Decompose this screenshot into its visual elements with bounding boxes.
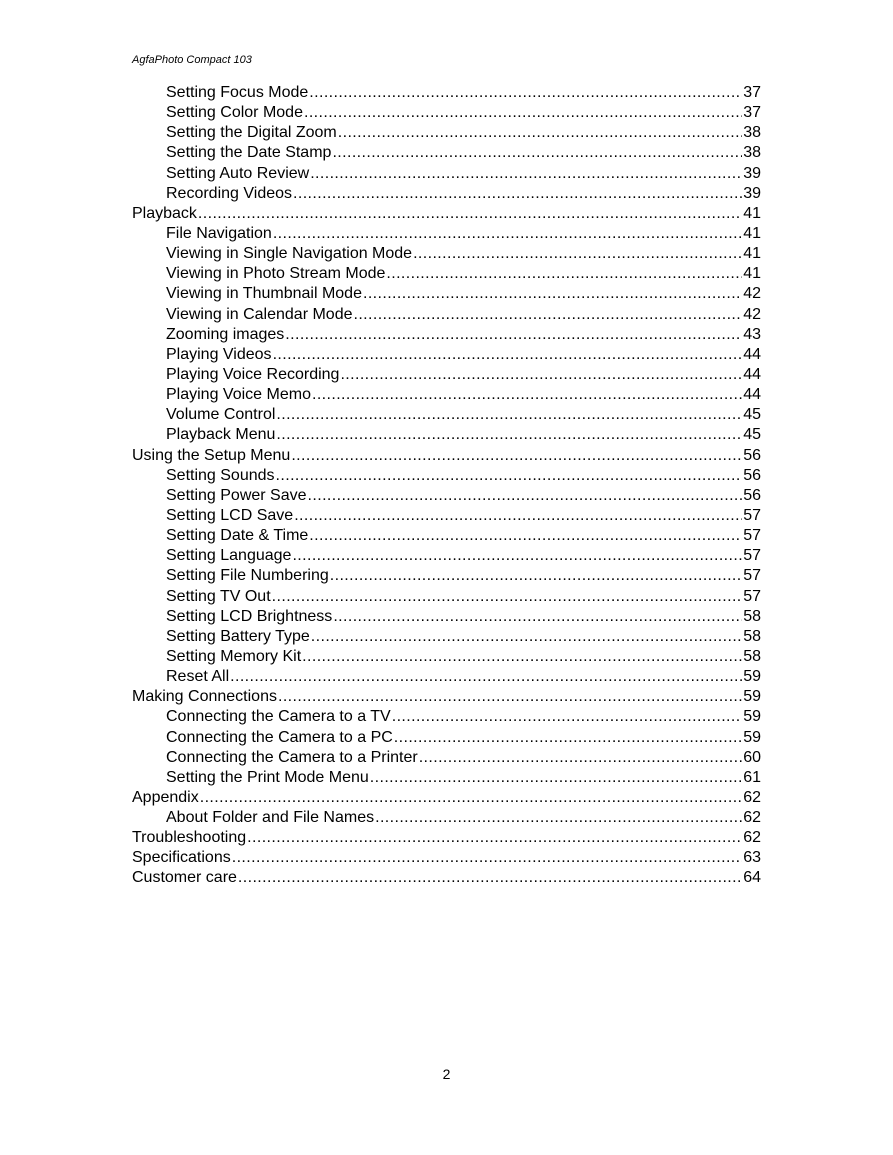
toc-entry-title: Setting Date & Time — [166, 527, 309, 545]
toc-entry[interactable] — [132, 264, 761, 284]
toc-entry-title: Connecting the Camera to a Printer — [166, 748, 418, 766]
toc-entry-page: 41 — [743, 265, 761, 283]
toc-entry-title: Customer care — [132, 869, 237, 887]
toc-entry-title: Using the Setup Menu — [132, 446, 291, 464]
toc-entry-page: 41 — [743, 245, 761, 263]
toc-entry-page: 57 — [743, 506, 761, 524]
toc-entry-page: 56 — [743, 486, 761, 504]
toc-entry[interactable] — [132, 486, 761, 506]
toc-dot-leader — [302, 647, 742, 667]
toc-dot-leader — [247, 828, 742, 848]
toc-entry[interactable] — [132, 728, 761, 748]
toc-entry[interactable] — [132, 204, 761, 224]
toc-entry-page: 57 — [743, 547, 761, 565]
toc-entry[interactable] — [132, 587, 761, 607]
toc-entry-title: Zooming images — [166, 325, 285, 343]
toc-dot-leader — [353, 305, 742, 325]
toc-entry-page: 39 — [743, 184, 761, 202]
toc-dot-leader — [333, 607, 742, 627]
toc-entry-page: 58 — [743, 647, 761, 665]
toc-entry-title: Appendix — [132, 788, 199, 806]
toc-entry[interactable] — [132, 707, 761, 727]
toc-entry[interactable] — [132, 405, 761, 425]
toc-entry-page: 41 — [743, 224, 761, 242]
toc-entry-title: Setting Battery Type — [166, 627, 310, 645]
toc-dot-leader — [285, 325, 742, 345]
toc-entry[interactable] — [132, 345, 761, 365]
toc-entry[interactable] — [132, 466, 761, 486]
toc-entry[interactable] — [132, 607, 761, 627]
toc-dot-leader — [276, 466, 743, 486]
toc-dot-leader — [293, 184, 742, 204]
toc-dot-leader — [392, 707, 742, 727]
toc-entry[interactable] — [132, 385, 761, 405]
toc-entry[interactable] — [132, 647, 761, 667]
toc-entry-page: 61 — [743, 768, 761, 786]
toc-dot-leader — [272, 587, 743, 607]
toc-entry-title: Setting TV Out — [166, 587, 271, 605]
toc-dot-leader — [340, 365, 742, 385]
toc-dot-leader — [304, 103, 742, 123]
toc-entry[interactable] — [132, 748, 761, 768]
toc-entry-title: Playing Videos — [166, 345, 272, 363]
toc-entry-title: Setting Focus Mode — [166, 84, 309, 101]
toc-dot-leader — [332, 143, 742, 163]
toc-entry[interactable] — [132, 566, 761, 586]
toc-entry-title: Setting Memory Kit — [166, 647, 302, 665]
toc-entry-page: 57 — [743, 567, 761, 585]
toc-entry-page: 45 — [743, 406, 761, 424]
toc-entry-title: Setting the Digital Zoom — [166, 124, 337, 142]
toc-entry-page: 64 — [743, 869, 761, 887]
toc-entry[interactable] — [132, 305, 761, 325]
toc-entry-page: 38 — [743, 144, 761, 162]
toc-dot-leader — [291, 446, 742, 466]
toc-entry-title: Setting Sounds — [166, 466, 275, 484]
toc-dot-leader — [309, 526, 742, 546]
toc-entry-page: 41 — [743, 204, 761, 222]
toc-entry-title: Specifications — [132, 849, 231, 867]
toc-entry[interactable] — [132, 667, 761, 687]
toc-entry[interactable] — [132, 506, 761, 526]
toc-entry-title: Playing Voice Recording — [166, 365, 340, 383]
toc-entry-page: 42 — [743, 305, 761, 323]
toc-dot-leader — [294, 506, 742, 526]
toc-entry-page: 60 — [743, 748, 761, 766]
toc-entry[interactable] — [132, 526, 761, 546]
toc-dot-leader — [310, 164, 742, 184]
toc-entry-title: Viewing in Single Navigation Mode — [166, 245, 413, 263]
toc-entry-title: Making Connections — [132, 688, 277, 706]
toc-entry-title: Recording Videos — [166, 184, 293, 202]
toc-entry[interactable] — [132, 143, 761, 163]
toc-entry-title: Volume Control — [166, 406, 276, 424]
toc-entry-page: 59 — [743, 708, 761, 726]
toc-dot-leader — [413, 244, 742, 264]
toc-entry[interactable] — [132, 365, 761, 385]
toc-entry-title: Setting LCD Save — [166, 506, 294, 524]
toc-entry[interactable] — [132, 284, 761, 304]
toc-dot-leader — [330, 566, 742, 586]
toc-dot-leader — [232, 848, 742, 868]
toc-dot-leader — [200, 788, 742, 808]
toc-entry-title: Setting Auto Review — [166, 164, 310, 182]
toc-entry-page: 57 — [743, 527, 761, 545]
toc-dot-leader — [386, 264, 742, 284]
toc-dot-leader — [309, 83, 742, 103]
toc-dot-leader — [308, 486, 743, 506]
toc-entry-title: Viewing in Calendar Mode — [166, 305, 353, 323]
toc-entry-title: Playing Voice Memo — [166, 386, 311, 404]
toc-entry-title: Setting Power Save — [166, 486, 307, 504]
toc-dot-leader — [292, 546, 742, 566]
toc-entry-title: Connecting the Camera to a PC — [166, 728, 393, 746]
toc-entry-title: Setting Language — [166, 547, 292, 565]
toc-entry-page: 58 — [743, 607, 761, 625]
toc-entry[interactable] — [132, 848, 761, 868]
toc-entry[interactable] — [132, 828, 761, 848]
toc-entry-title: Troubleshooting — [132, 829, 247, 847]
toc-entry[interactable] — [132, 164, 761, 184]
toc-entry-title: Playback Menu — [166, 426, 276, 444]
toc-dot-leader — [198, 204, 742, 224]
toc-entry-page: 62 — [743, 788, 761, 806]
toc-dot-leader — [311, 627, 742, 647]
toc-entry-title: Setting the Date Stamp — [166, 144, 332, 162]
toc-entry[interactable] — [132, 224, 761, 244]
toc-entry[interactable] — [132, 627, 761, 647]
toc-dot-leader — [312, 385, 742, 405]
toc-entry-page: 43 — [743, 325, 761, 343]
toc-dot-leader — [230, 667, 742, 687]
page-number: 2 — [442, 1066, 451, 1082]
toc-entry[interactable] — [132, 325, 761, 345]
toc-dot-leader — [273, 224, 742, 244]
toc-entry-page: 62 — [743, 829, 761, 847]
toc-entry-page: 37 — [743, 84, 761, 101]
toc-entry-title: File Navigation — [166, 224, 272, 242]
toc-entry-page: 57 — [743, 587, 761, 605]
toc-entry-page: 44 — [743, 386, 761, 404]
toc-dot-leader — [375, 808, 742, 828]
toc-dot-leader — [276, 425, 742, 445]
toc-entry[interactable] — [132, 768, 761, 788]
toc-entry[interactable] — [132, 103, 761, 123]
toc-entry-page: 58 — [743, 627, 761, 645]
toc-dot-leader — [370, 768, 742, 788]
toc-entry[interactable] — [132, 83, 761, 103]
toc-entry-title: Setting the Print Mode Menu — [166, 768, 369, 786]
toc-entry-page: 37 — [743, 104, 761, 122]
toc-dot-leader — [273, 345, 743, 365]
toc-entry-page: 63 — [743, 849, 761, 867]
toc-dot-leader — [238, 868, 742, 888]
toc-entry-page: 45 — [743, 426, 761, 444]
toc-dot-leader — [419, 748, 743, 768]
toc-entry-title: Setting Color Mode — [166, 104, 303, 122]
toc-entry-title: Viewing in Photo Stream Mode — [166, 265, 386, 283]
toc-entry-page: 59 — [743, 728, 761, 746]
toc-entry-page: 42 — [743, 285, 761, 303]
toc-entry[interactable] — [132, 546, 761, 566]
toc-entry-page: 44 — [743, 365, 761, 383]
toc-entry-title: Viewing in Thumbnail Mode — [166, 285, 362, 303]
toc-entry[interactable] — [132, 244, 761, 264]
toc-entry[interactable] — [132, 788, 761, 808]
toc-entry[interactable] — [132, 123, 761, 143]
toc-entry-title: Playback — [132, 204, 197, 222]
toc-entry-page: 56 — [743, 446, 761, 464]
toc-entry-page: 59 — [743, 688, 761, 706]
toc-entry-title: Reset All — [166, 668, 230, 686]
toc-entry-page: 62 — [743, 809, 761, 827]
toc-dot-leader — [276, 405, 742, 425]
toc-dot-leader — [394, 728, 742, 748]
toc-entry-title: About Folder and File Names — [166, 809, 375, 827]
toc-entry-title: Connecting the Camera to a TV — [166, 708, 391, 726]
toc-dot-leader — [278, 687, 742, 707]
toc-entry-title: Setting LCD Brightness — [166, 607, 333, 625]
running-header: AgfaPhoto Compact 103 — [132, 54, 252, 66]
toc-entry-title: Setting File Numbering — [166, 567, 329, 585]
toc-entry-page: 59 — [743, 668, 761, 686]
toc-entry[interactable] — [132, 808, 761, 828]
toc-dot-leader — [363, 284, 742, 304]
toc-entry[interactable] — [132, 687, 761, 707]
table-of-contents — [132, 83, 761, 889]
toc-entry[interactable] — [132, 446, 761, 466]
toc-dot-leader — [338, 123, 742, 143]
toc-entry-page: 38 — [743, 124, 761, 142]
toc-entry-page: 56 — [743, 466, 761, 484]
toc-entry-page: 44 — [743, 345, 761, 363]
toc-entry[interactable] — [132, 425, 761, 445]
toc-entry[interactable] — [132, 184, 761, 204]
toc-entry[interactable] — [132, 868, 761, 888]
toc-entry-page: 39 — [743, 164, 761, 182]
